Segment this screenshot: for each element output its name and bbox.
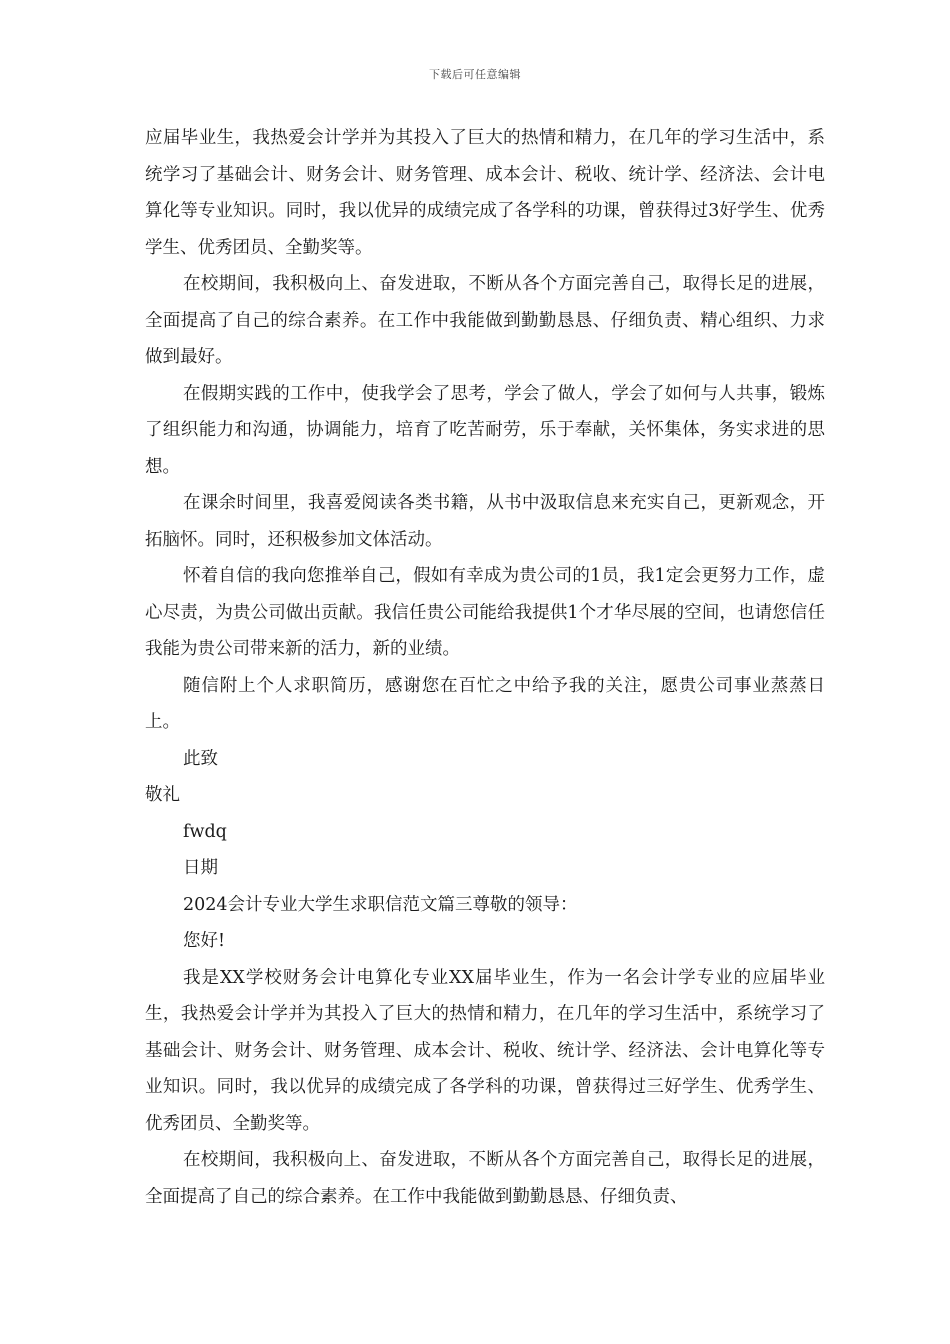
paragraph-7: 我是XX学校财务会计电算化专业XX届毕业生，作为一名会计学专业的应届毕业生，我热爱会计学并为其投入了巨大的热情和精力，在几年的学习生活中，系统学习了基础会计、财务会计、财务管理、成本会计、税收、统计学、经济法、会计电算化等专业知识。同时，我以优异的成绩完成了各学科的功课，曾获得过三好学生、优秀学生、优秀团员、全勤奖等。 <box>145 967 825 1134</box>
paragraph-5: 怀着自信的我向您推举自己，假如有幸成为贵公司的1员，我1定会更努力工作，虚心尽责，为贵公司做出贡献。我信任贵公司能给我提供1个才华尽展的空间，也请您信任我能为贵公司带来新的活力，新的业绩。 <box>145 566 825 659</box>
paragraph-1: 应届毕业生，我热爱会计学并为其投入了巨大的热情和精力，在几年的学习生活中，系统学习了基础会计、财务会计、财务管理、成本会计、税收、统计学、经济法、会计电算化等专业知识。同时，我以优异的成绩完成了各学科的功课，曾获得过3好学生、优秀学生、优秀团员、全勤奖等。 <box>145 128 825 258</box>
closing-regards: 敬礼 <box>145 785 180 805</box>
paragraph-3: 在假期实践的工作中，使我学会了思考，学会了做人，学会了如何与人共事，锻炼了组织能力和沟通，协调能力，培育了吃苦耐劳，乐于奉献，关怀集体，务实求进的思想。 <box>145 383 825 477</box>
signature: fwdq <box>183 821 227 842</box>
date-line: 日期 <box>183 858 218 878</box>
page-header: 下载后可任意编辑 <box>429 68 521 81</box>
paragraph-4: 在课余时间里，我喜爱阅读各类书籍，从书中汲取信息来充实自己，更新观念，开拓脑怀。同时，还积极参加文体活动。 <box>145 493 825 550</box>
paragraph-2: 在校期间，我积极向上、奋发进取，不断从各个方面完善自己，取得长足的进展，全面提高了自己的综合素养。在工作中我能做到勤勤恳恳、仔细负责、精心组织、力求做到最好。 <box>145 274 825 367</box>
document-body <box>145 120 825 1215</box>
greeting: 您好! <box>183 931 226 951</box>
section-heading: 2024会计专业大学生求职信范文篇三尊敬的领导： <box>183 894 578 915</box>
closing-salutation: 此致 <box>183 748 218 769</box>
paragraph-8: 在校期间，我积极向上、奋发进取，不断从各个方面完善自己，取得长足的进展，全面提高了自己的综合素养。在工作中我能做到勤勤恳恳、仔细负责、 <box>145 1150 825 1207</box>
paragraph-6: 随信附上个人求职简历，感谢您在百忙之中给予我的关注，愿贵公司事业蒸蒸日上。 <box>145 675 825 732</box>
